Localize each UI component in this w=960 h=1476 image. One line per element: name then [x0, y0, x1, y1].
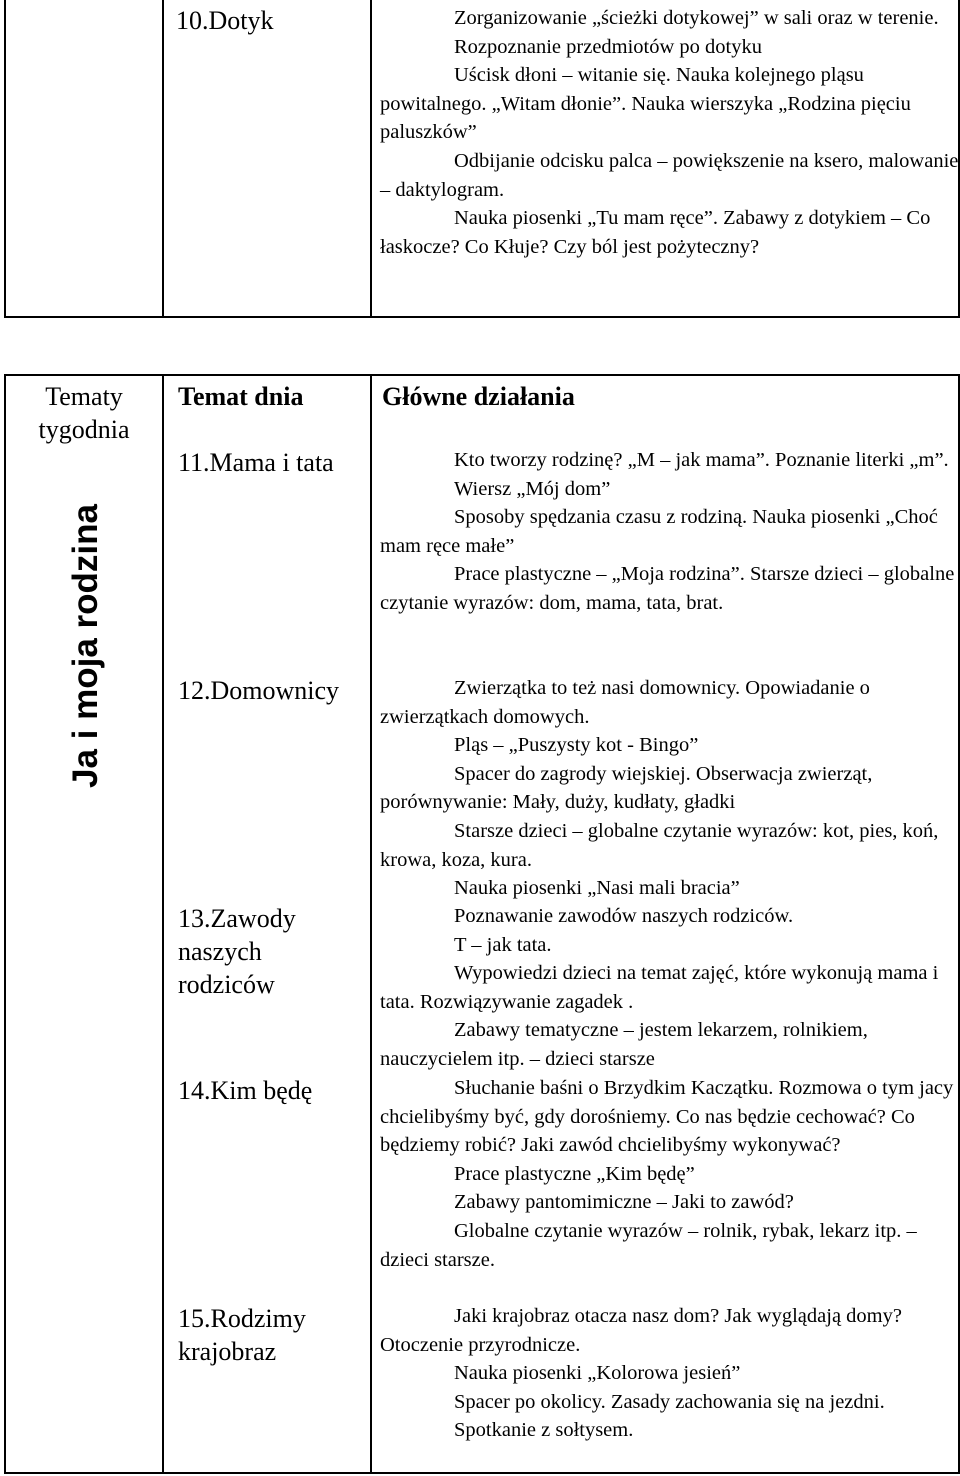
activity-item: Nauka piosenki „Tu mam ręce”. Zabawy z dotykiem – Co łaskocze? Co Kłuje? Czy ból jest pożyteczny?	[380, 207, 931, 258]
day-title-line: naszych	[178, 937, 262, 966]
activity-item: Pląs – „Puszysty kot - Bingo”	[454, 734, 699, 757]
activity-item: Globalne czytanie wyrazów – rolnik, rybak, lekarz itp. – dzieci starsze.	[380, 1219, 917, 1271]
week-theme: Ja i moja rodzina	[66, 504, 105, 788]
header-day: Temat dnia	[178, 382, 304, 411]
activity-item: Odbijanie odcisku palca – powiększenie na ksero, malowanie – daktylogram.	[380, 149, 959, 201]
day-title-line: krajobraz	[178, 1337, 277, 1366]
activity-item: Rozpoznanie przedmiotów po dotyku	[454, 35, 763, 58]
activities-day-14	[380, 1074, 958, 1274]
activities-day-13	[380, 902, 958, 1074]
column-divider	[162, 376, 164, 1472]
activity-item: Jaki krajobraz otacza nasz dom? Jak wyglądają domy? Otoczenie przyrodnicze.	[380, 1305, 902, 1356]
activity-item: Spacer po okolicy. Zasady zachowania się na jezdni.	[454, 1390, 885, 1413]
day-title-12: 12.Domownicy	[178, 676, 340, 705]
activity-item: Wypowiedzi dzieci na temat zajęć, które wykonują mama i tata. Rozwiązywanie zagadek .	[380, 962, 939, 1013]
column-divider	[370, 0, 372, 316]
activity-item: Zabawy tematyczne – jestem lekarzem, rolnikiem, nauczycielem itp. – dzieci starsze	[380, 1019, 868, 1070]
activities-day-12	[380, 674, 958, 903]
day-title-line: 15.Rodzimy	[178, 1304, 306, 1333]
day-title-10: 10.Dotyk	[176, 6, 274, 35]
activity-item: Słuchanie baśni o Brzydkim Kaczątku. Rozmowa o tym jacy chcielibyśmy być, gdy dorośniemy. Co nas będzie cechować? Co będziemy robić? Jaki zawód chcielibyśmy wykonywać?	[380, 1077, 954, 1157]
day-title-15	[178, 1302, 306, 1368]
header-themes	[6, 380, 162, 446]
day-title-line: 13.Zawody	[178, 904, 296, 933]
activity-item: Prace plastyczne – „Moja rodzina”. Starsze dzieci – globalne czytanie wyrazów: dom, mama, tata, brat.	[380, 563, 955, 614]
activity-item: Poznawanie zawodów naszych rodziców.	[454, 905, 794, 927]
day-title-13	[178, 902, 296, 1001]
activity-item: Uścisk dłoni – witanie się. Nauka kolejnego pląsu powitalnego. „Witam dłonie”. Nauka wierszyka „Rodzina pięciu paluszków”	[380, 64, 911, 144]
activity-item: Spacer do zagrody wiejskiej. Obserwacja zwierząt, porównywanie: Mały, duży, kudłaty, gładki	[380, 762, 873, 814]
activity-item: Spotkanie z sołtysem.	[454, 1419, 634, 1442]
day-title-11: 11.Mama i tata	[178, 448, 334, 477]
activity-item: Wiersz „Mój dom”	[454, 477, 611, 500]
activity-item: Nauka piosenki „Nasi mali bracia”	[454, 877, 740, 900]
activity-item: Zorganizowanie „ścieżki dotykowej” w sali oraz w terenie.	[454, 7, 939, 29]
header-themes-line2: tygodnia	[38, 415, 130, 444]
column-divider	[370, 376, 372, 1472]
activity-item: Kto tworzy rodzinę? „M – jak mama”. Poznanie literki „m”.	[454, 449, 949, 471]
main-table	[4, 374, 960, 1474]
day-title-14: 14.Kim będę	[178, 1076, 313, 1105]
activity-item: T – jak tata.	[454, 933, 552, 956]
activity-item: Starsze dzieci – globalne czytanie wyrazów: kot, pies, koń, krowa, koza, kura.	[380, 819, 939, 871]
top-table	[4, 0, 960, 318]
activities-day-15	[380, 1302, 958, 1445]
activity-item: Nauka piosenki „Kolorowa jesień”	[454, 1362, 741, 1385]
activity-item: Prace plastyczne „Kim będę”	[454, 1162, 695, 1185]
activity-item: Sposoby spędzania czasu z rodziną. Nauka piosenki „Choć mam ręce małe”	[380, 506, 938, 557]
activities-day-10	[380, 4, 960, 261]
header-themes-line1: Tematy	[45, 382, 123, 411]
activity-item: Zabawy pantomimiczne – Jaki to zawód?	[454, 1191, 794, 1214]
activity-item: Zwierzątka to też nasi domownicy. Opowiadanie o zwierzątkach domowych.	[380, 677, 870, 728]
column-divider	[162, 0, 164, 316]
day-title-line: rodziców	[178, 970, 275, 999]
activities-day-11	[380, 446, 958, 618]
header-activities: Główne działania	[382, 382, 575, 411]
